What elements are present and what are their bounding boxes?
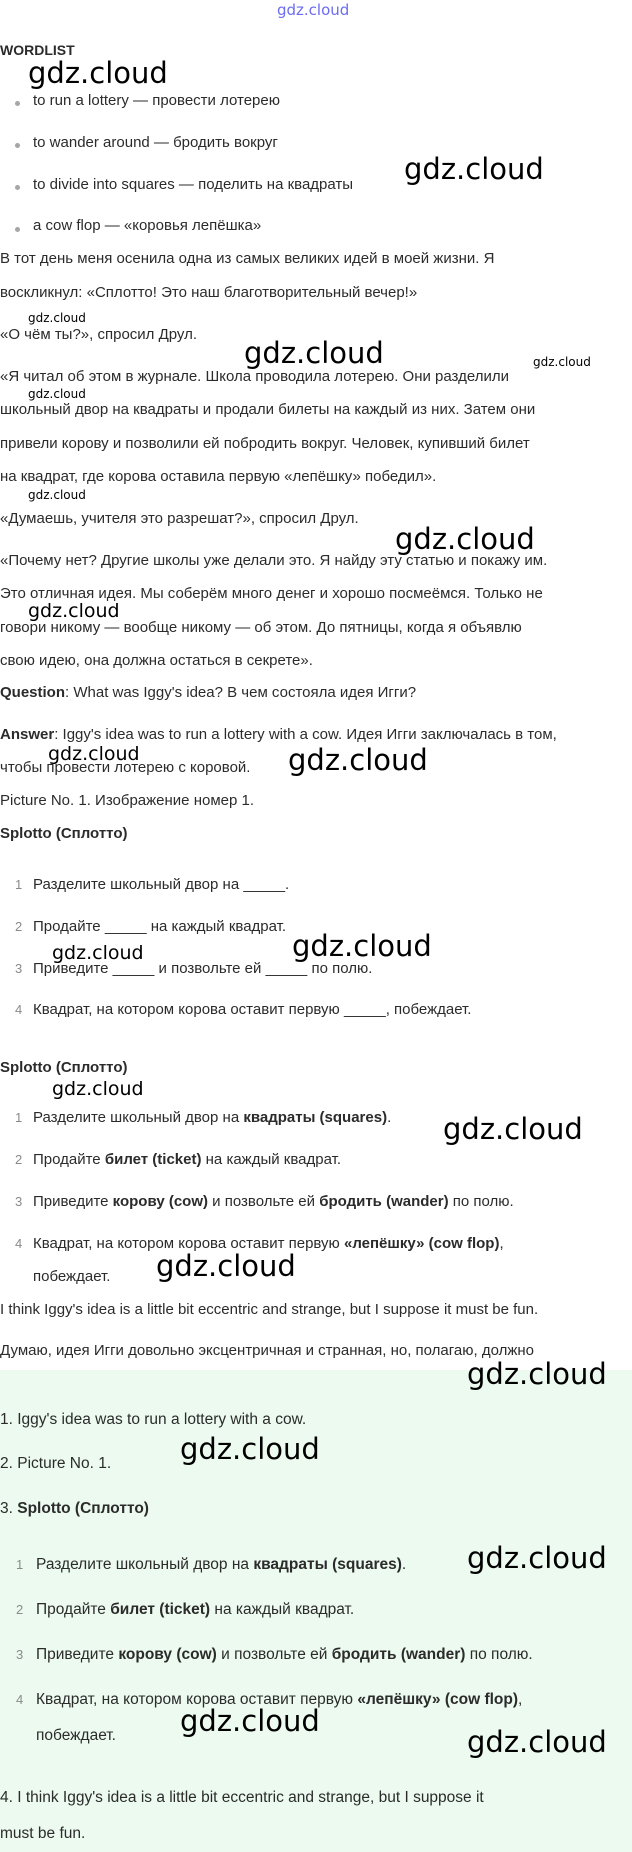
watermark: gdz.cloud <box>52 1078 144 1100</box>
story-line: «О чём ты?», спросил Друл. <box>0 326 198 343</box>
list-item: Квадрат, на котором корова оставит первую «лепёшку» (cow flop), <box>36 1691 523 1708</box>
opinion-en: I think Iggy's idea is a little bit eccentric and strange, but I suppose it must be fun. <box>0 1301 539 1318</box>
story-line: говори никому — вообще никому — об этом. До пятницы, когда я объявлю <box>0 619 522 636</box>
list-item: Продайте билет (ticket) на каждый квадрат. <box>36 1601 355 1618</box>
list-number: 3 <box>16 1647 24 1662</box>
question: Question: What was Iggy's idea? В чем состояла идея Игги? <box>0 684 417 701</box>
bullet-icon <box>15 227 20 232</box>
watermark: gdz.cloud <box>180 1704 320 1738</box>
watermark: gdz.cloud <box>467 1725 607 1759</box>
watermark: gdz.cloud <box>404 152 544 186</box>
story-line: «Думаешь, учителя это разрешат?», спросил Друл. <box>0 510 359 527</box>
list-number: 4 <box>16 1692 24 1707</box>
list-item: Квадрат, на котором корова оставит первую _____, побеждает. <box>33 1001 472 1018</box>
story-line: В тот день меня осенила одна из самых великих идей в моей жизни. Я <box>0 250 495 267</box>
list-number: 1 <box>15 877 23 892</box>
watermark: gdz.cloud <box>292 929 432 963</box>
summary-item: 1. Iggy's idea was to run a lottery with a cow. <box>0 1411 307 1428</box>
list-item: Разделите школьный двор на _____. <box>33 876 290 893</box>
watermark: gdz.cloud <box>467 1541 607 1575</box>
summary-item: 3. Splotto (Сплотто) <box>0 1500 149 1517</box>
wordlist-item: to divide into squares — поделить на квадраты <box>33 176 354 193</box>
story-line: Это отличная идея. Мы соберём много денег и хорошо посмеёмся. Только не <box>0 585 543 602</box>
list-number: 2 <box>15 1152 23 1167</box>
list-item: Продайте билет (ticket) на каждый квадрат. <box>33 1151 341 1168</box>
list-item-line: побеждает. <box>33 1268 111 1285</box>
list-number: 2 <box>16 1602 24 1617</box>
list-number: 2 <box>15 919 23 934</box>
list-number: 1 <box>15 1110 23 1125</box>
watermark: gdz.cloud <box>28 311 86 325</box>
watermark: gdz.cloud <box>443 1112 583 1146</box>
splotto-title: Splotto (Сплотто) <box>0 825 128 842</box>
watermark: gdz.cloud <box>48 743 140 765</box>
summary-item: 4. I think Iggy's idea is a little bit eccentric and strange, but I suppose it <box>0 1789 484 1806</box>
list-number: 4 <box>15 1236 23 1251</box>
watermark: gdz.cloud <box>395 522 535 556</box>
list-item: Продайте _____ на каждый квадрат. <box>33 918 287 935</box>
summary-item: 2. Picture No. 1. <box>0 1455 112 1472</box>
watermark: gdz.cloud <box>244 336 384 370</box>
wordlist-title: WORDLIST <box>0 42 75 58</box>
answer-line: чтобы провести лотерею с коровой. <box>0 759 251 776</box>
list-item: Разделите школьный двор на квадраты (squares). <box>33 1109 392 1126</box>
wordlist-item: to run a lottery — провести лотерею <box>33 92 280 109</box>
list-item: Приведите корову (cow) и позвольте ей бродить (wander) по полю. <box>33 1193 514 1210</box>
summary-item-line: must be fun. <box>0 1825 86 1842</box>
watermark: gdz.cloud <box>28 56 168 90</box>
story-line: воскликнул: «Сплотто! Это наш благотворительный вечер!» <box>0 284 418 301</box>
watermark: gdz.cloud <box>28 387 86 401</box>
list-number: 1 <box>16 1557 24 1572</box>
watermark: gdz.cloud <box>28 488 86 502</box>
story-line: на квадрат, где корова оставила первую «лепёшку» победил». <box>0 468 437 485</box>
story-line: «Почему нет? Другие школы уже делали это. Я найду эту статью и покажу им. <box>0 552 548 569</box>
story-line: школьный двор на квадраты и продали билеты на каждый из них. Затем они <box>0 401 536 418</box>
watermark-top: gdz.cloud <box>277 1 350 19</box>
opinion-ru: Думаю, идея Игги довольно эксцентричная и странная, но, полагаю, должно <box>0 1342 535 1359</box>
bullet-icon <box>15 101 20 106</box>
wordlist-item: to wander around — бродить вокруг <box>33 134 278 151</box>
story-line: свою идею, она должна остаться в секрете». <box>0 652 313 669</box>
picture-answer: Picture No. 1. Изображение номер 1. <box>0 792 254 809</box>
watermark: gdz.cloud <box>156 1249 296 1283</box>
watermark: gdz.cloud <box>180 1432 320 1466</box>
watermark: gdz.cloud <box>288 743 428 777</box>
watermark: gdz.cloud <box>28 600 120 622</box>
answer: Answer: Iggy's idea was to run a lottery with a cow. Идея Игги заключалась в том, <box>0 726 557 743</box>
list-item-line: побеждает. <box>36 1727 116 1744</box>
watermark: gdz.cloud <box>52 942 144 964</box>
list-number: 3 <box>15 961 23 976</box>
watermark: gdz.cloud <box>467 1357 607 1391</box>
bullet-icon <box>15 185 20 190</box>
list-number: 3 <box>15 1194 23 1209</box>
wordlist-item: a cow flop — «коровья лепёшка» <box>33 217 262 234</box>
list-item: Квадрат, на котором корова оставит первую «лепёшку» (cow flop), <box>33 1235 504 1252</box>
list-item: Разделите школьный двор на квадраты (squares). <box>36 1556 407 1573</box>
list-item: Приведите корову (cow) и позвольте ей бродить (wander) по полю. <box>36 1646 533 1663</box>
bullet-icon <box>15 143 20 148</box>
story-line: «Я читал об этом в журнале. Школа проводила лотерею. Они разделили <box>0 368 509 385</box>
splotto-title: Splotto (Сплотто) <box>0 1059 128 1076</box>
list-number: 4 <box>15 1002 23 1017</box>
watermark: gdz.cloud <box>533 355 591 369</box>
story-line: привели корову и позволили ей побродить вокруг. Человек, купивший билет <box>0 435 530 452</box>
list-item: Приведите _____ и позвольте ей _____ по полю. <box>33 960 373 977</box>
